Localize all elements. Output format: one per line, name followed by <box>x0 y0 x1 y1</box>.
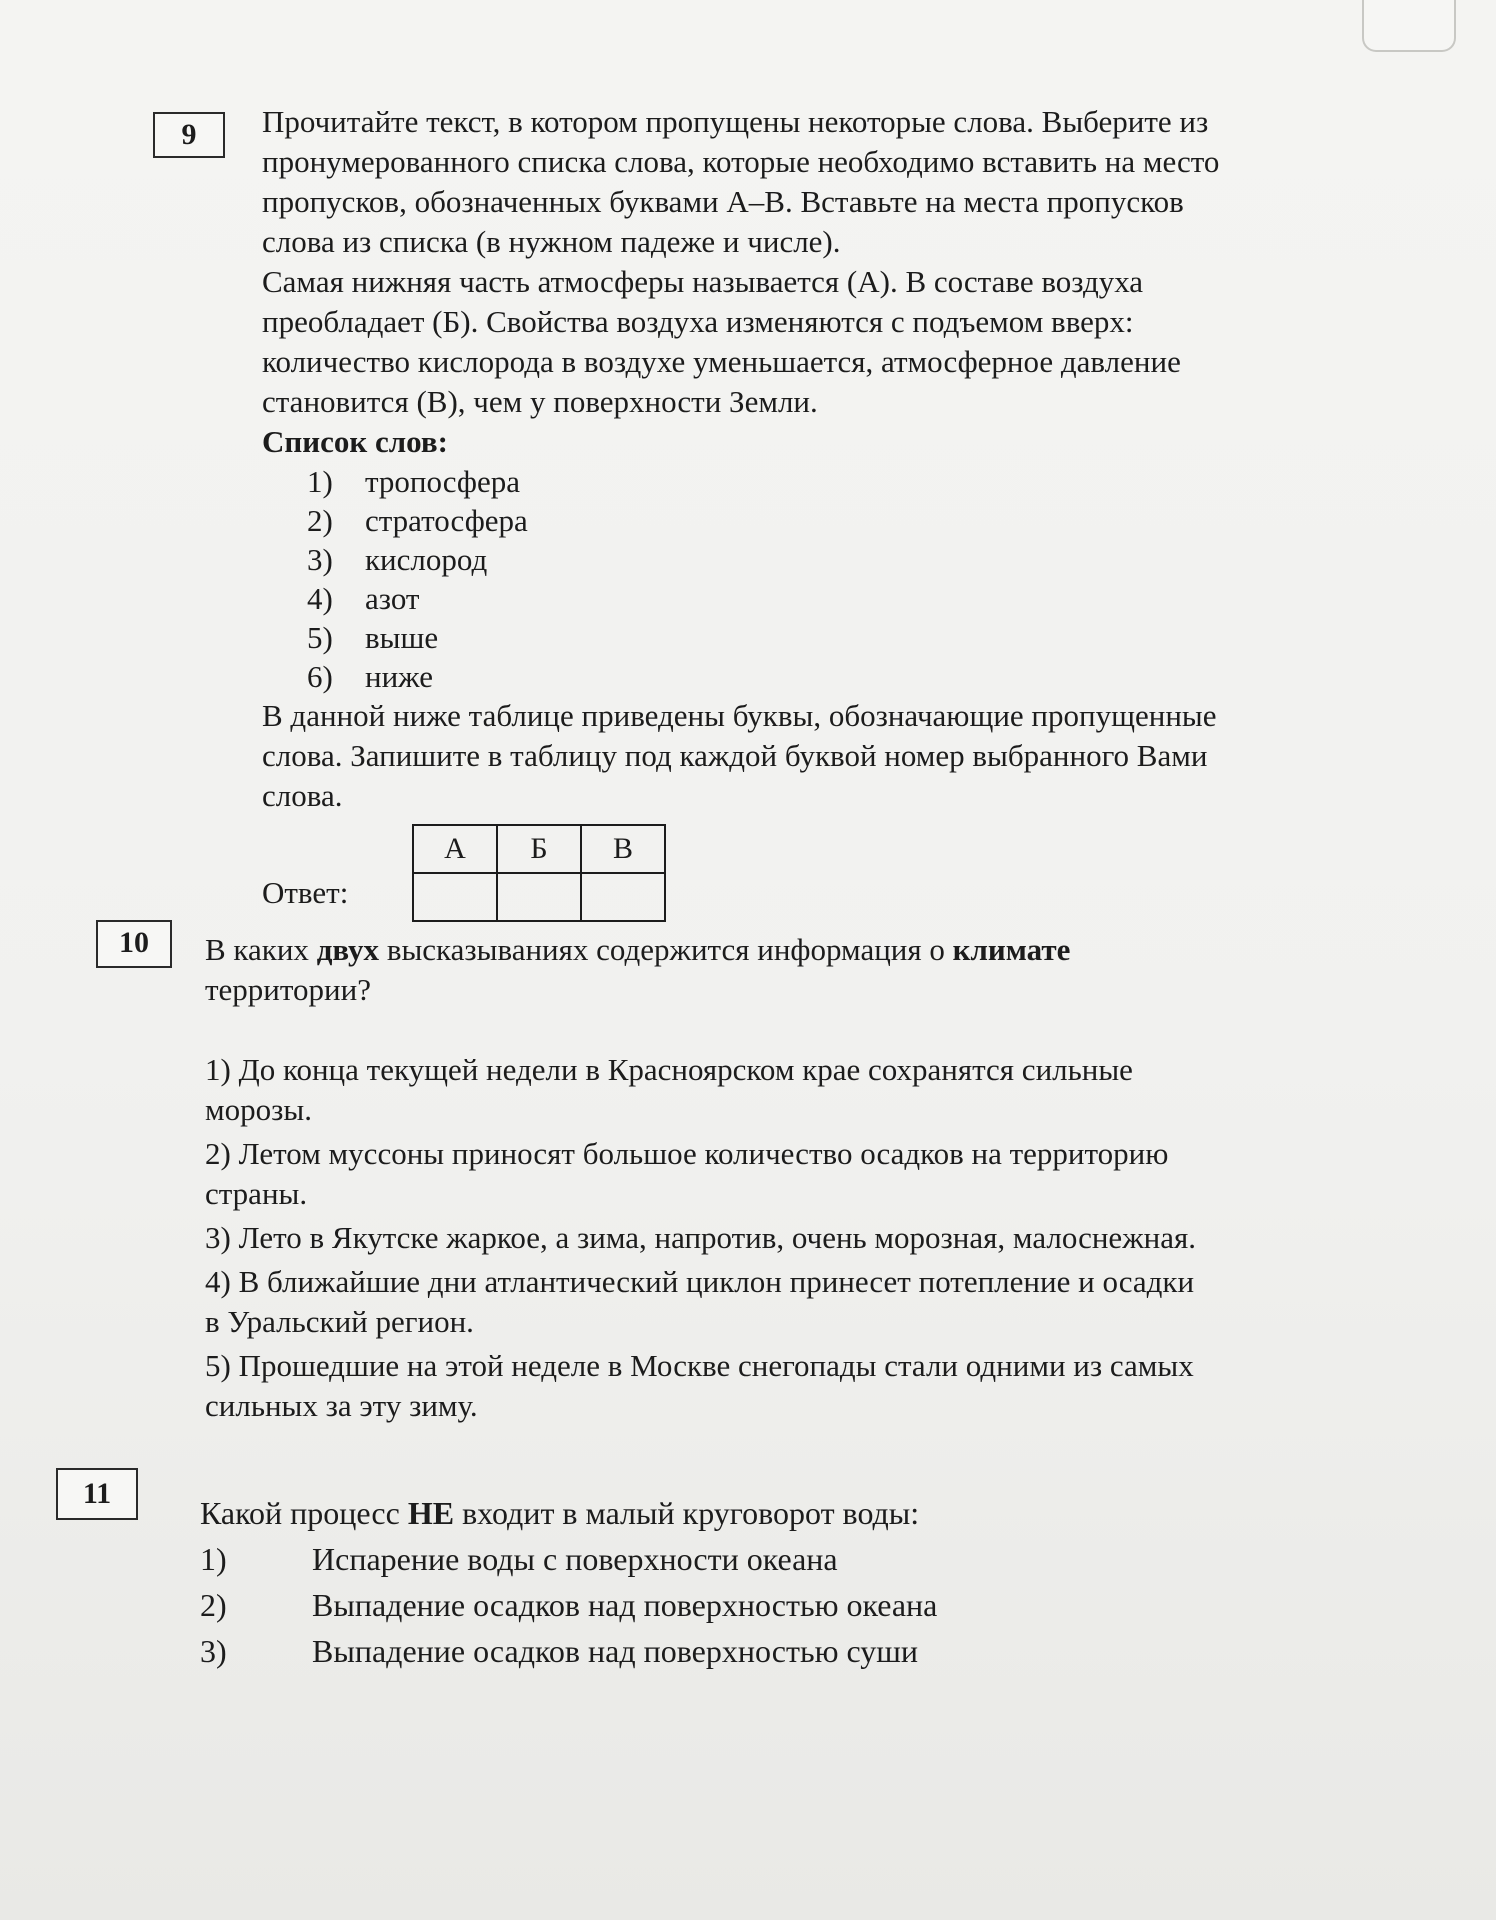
question-10-text: В каких двух высказываниях содержится информация о климате <box>205 932 1071 967</box>
answer-option: 5) Прошедшие на этой неделе в Москве снегопады стали одними из самых сильных за эту зиму. <box>205 1348 1194 1423</box>
word-list-item: 5) выше <box>307 620 439 655</box>
intro-line: Прочитайте текст, в котором пропущены некоторые слова. Выберите из <box>262 104 1209 139</box>
question-11-text: Какой процесс НЕ входит в малый круговорот воды: <box>200 1495 920 1531</box>
text-line: преобладает (Б). Свойства воздуха изменяются с подъемом вверх: <box>262 304 1134 339</box>
question-9-text <box>262 262 1402 422</box>
instruction-line: В данной ниже таблице приведены буквы, обозначающие пропущенные <box>262 698 1217 733</box>
answer-option: 3) Лето в Якутске жаркое, а зима, напротив, очень морозная, малоснежная. <box>205 1220 1196 1255</box>
answer-option: 2) Выпадение осадков над поверхностью океана <box>200 1587 938 1623</box>
answer-cell-v[interactable] <box>581 873 665 921</box>
answer-header-a: А <box>413 825 497 873</box>
answer-header-v: В <box>581 825 665 873</box>
answer-option: 2) Летом муссоны приносят большое количество осадков на территорию страны. <box>205 1136 1169 1211</box>
word-list-title: Список слов: <box>262 424 448 459</box>
answer-label: Ответ: <box>262 875 349 910</box>
answer-cell-a[interactable] <box>413 873 497 921</box>
question-10 <box>205 930 1435 1426</box>
question-10-text-cont: территории? <box>205 972 371 1007</box>
question-9-intro <box>262 102 1402 262</box>
answer-cell-b[interactable] <box>497 873 581 921</box>
answer-header-b: Б <box>497 825 581 873</box>
text-line: количество кислорода в воздухе уменьшается, атмосферное давление <box>262 344 1181 379</box>
answer-option: 4) В ближайшие дни атлантический циклон принесет потепление и осадки в Уральский регион. <box>205 1264 1195 1339</box>
word-list-item: 1) тропосфера <box>307 464 521 499</box>
question-number-10: 10 <box>96 920 172 968</box>
answer-row <box>262 824 1402 922</box>
intro-line: пронумерованного списка слова, которые необходимо вставить на место <box>262 144 1220 179</box>
word-list-item: 2) стратосфера <box>307 503 528 538</box>
question-11 <box>200 1490 1400 1674</box>
word-list <box>307 462 1402 696</box>
word-list-item: 6) ниже <box>307 659 433 694</box>
intro-line: слова из списка (в нужном падеже и числе). <box>262 224 841 259</box>
question-number-9: 9 <box>153 112 225 158</box>
question-11-options <box>200 1536 1400 1674</box>
intro-line: пропусков, обозначенных буквами А–В. Вставьте на места пропусков <box>262 184 1184 219</box>
word-list-item: 4) азот <box>307 581 420 616</box>
page-corner-tab <box>1362 0 1456 52</box>
answer-option: 3) Выпадение осадков над поверхностью суши <box>200 1633 919 1669</box>
answer-option: 1) Испарение воды с поверхности океана <box>200 1541 838 1577</box>
answer-table <box>412 824 666 922</box>
instruction-line: слова. Запишите в таблицу под каждой буквой номер выбранного Вами <box>262 738 1208 773</box>
question-9 <box>262 102 1402 922</box>
question-number-11: 11 <box>56 1468 138 1520</box>
question-9-instruction <box>262 696 1402 816</box>
instruction-line: слова. <box>262 778 343 813</box>
answer-option: 1) До конца текущей недели в Красноярском крае сохранятся сильные морозы. <box>205 1052 1133 1127</box>
word-list-item: 3) кислород <box>307 542 488 577</box>
text-line: Самая нижняя часть атмосферы называется (А). В составе воздуха <box>262 264 1144 299</box>
text-line: становится (В), чем у поверхности Земли. <box>262 384 818 419</box>
